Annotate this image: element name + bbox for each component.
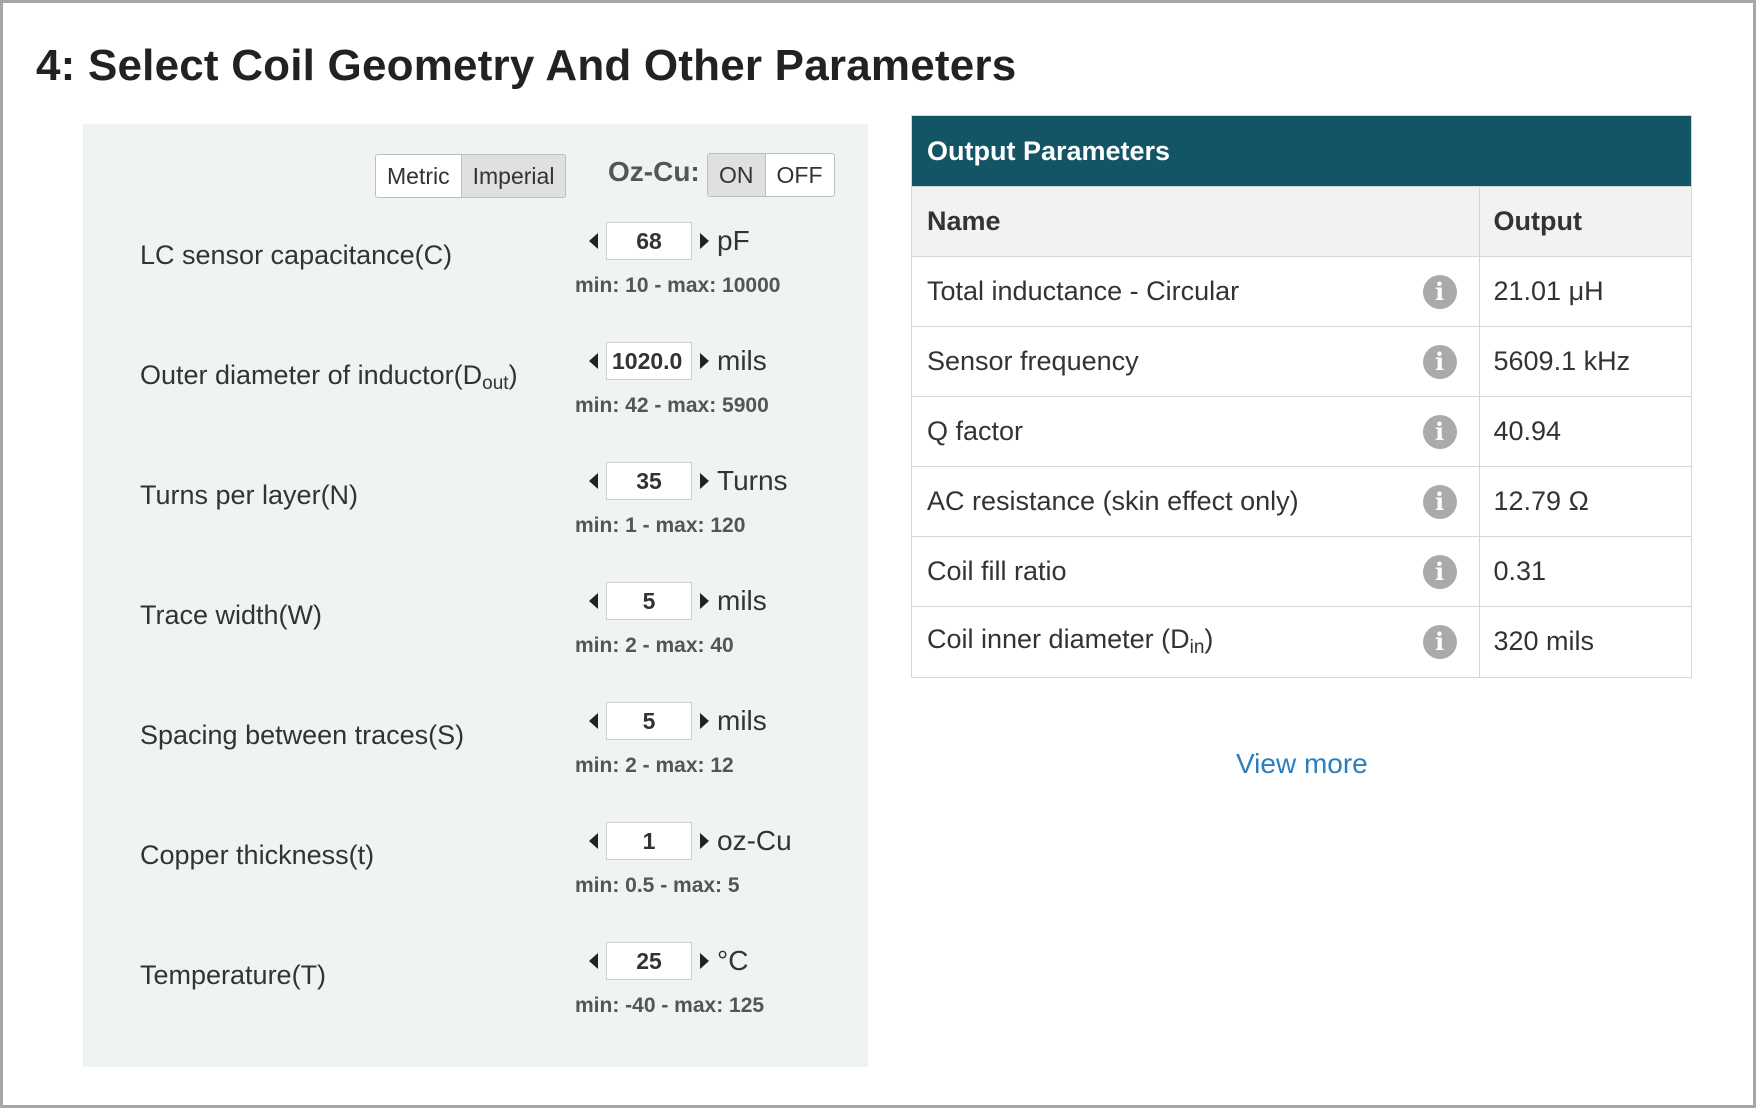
info-icon[interactable]: i (1423, 485, 1457, 519)
spacing-input[interactable]: 5 (606, 702, 692, 740)
param-label: Copper thickness(t) (140, 840, 375, 870)
increment-arrow-icon[interactable] (700, 473, 709, 489)
param-row-spacing (83, 702, 868, 822)
output-name-cell: Coil inner diameter $(D_{in})$ i (912, 607, 1479, 677)
increment-arrow-icon[interactable] (700, 713, 709, 729)
param-range: min: 42 - max: 5900 (575, 394, 769, 417)
output-name-cell: Coil fill ratio i (912, 537, 1479, 607)
decrement-arrow-icon[interactable] (589, 833, 598, 849)
info-icon[interactable]: i (1423, 555, 1457, 589)
turns-input[interactable]: 35 (606, 462, 692, 500)
output-panel-header: Output Parameters (912, 116, 1691, 186)
temperature-spinner (589, 942, 748, 980)
param-unit: mils (717, 705, 767, 736)
increment-arrow-icon[interactable] (700, 353, 709, 369)
output-value-cell: 12.79 Ω (1479, 467, 1691, 537)
temperature-input[interactable]: 25 (606, 942, 692, 980)
output-value-cell: 40.94 (1479, 397, 1691, 467)
oz-cu-on-button[interactable]: ON (708, 154, 766, 196)
table-row (912, 327, 1691, 397)
table-row (912, 397, 1691, 467)
param-label: LC sensor capacitance(C) (140, 240, 453, 270)
column-header-name: Name (912, 187, 1479, 257)
output-value-cell: 320 mils (1479, 607, 1691, 677)
table-row (912, 257, 1691, 327)
decrement-arrow-icon[interactable] (589, 953, 598, 969)
increment-arrow-icon[interactable] (700, 593, 709, 609)
unit-system-toggle (375, 154, 566, 198)
param-label: Spacing between traces(S) (140, 720, 465, 750)
decrement-arrow-icon[interactable] (589, 473, 598, 489)
turns-spinner (589, 462, 788, 500)
table-row (912, 467, 1691, 537)
page-title: 4: Select Coil Geometry And Other Parameters (36, 41, 1017, 90)
output-name-cell: Q factor i (912, 397, 1479, 467)
input-parameters-panel (83, 124, 868, 1067)
param-row-copper-thickness (83, 822, 868, 942)
copper-thickness-spinner (589, 822, 792, 860)
decrement-arrow-icon[interactable] (589, 713, 598, 729)
param-row-turns (83, 462, 868, 582)
oz-cu-toggle (707, 153, 835, 197)
capacitance-input[interactable]: 68 (606, 222, 692, 260)
decrement-arrow-icon[interactable] (589, 593, 598, 609)
outer-diameter-spinner (589, 342, 767, 380)
param-row-trace-width (83, 582, 868, 702)
output-value-cell: 0.31 (1479, 537, 1691, 607)
param-label: Turns per layer(N) (140, 480, 359, 510)
capacitance-spinner (589, 222, 750, 260)
param-label: Trace width(W) (140, 600, 323, 630)
param-unit: °C (717, 945, 749, 976)
info-icon[interactable]: i (1423, 625, 1457, 659)
output-value-cell: 21.01 μH (1479, 257, 1691, 327)
trace-width-spinner (589, 582, 767, 620)
param-unit: oz-Cu (717, 825, 792, 856)
table-header-row (912, 187, 1691, 257)
param-row-capacitance (83, 222, 868, 342)
param-unit: pF (717, 225, 750, 256)
output-parameters-panel (911, 115, 1692, 678)
param-range: min: -40 - max: 125 (575, 994, 765, 1017)
outer-diameter-input[interactable]: 1020.0 (606, 342, 692, 380)
param-unit: mils (717, 585, 767, 616)
param-unit: Turns (717, 465, 788, 496)
output-name-cell: Total inductance - Circular i (912, 257, 1479, 327)
column-header-output: Output (1479, 187, 1691, 257)
oz-cu-off-button[interactable]: OFF (776, 162, 823, 188)
table-row (912, 607, 1691, 677)
param-range: min: 10 - max: 10000 (575, 274, 781, 297)
decrement-arrow-icon[interactable] (589, 353, 598, 369)
output-value-cell: 5609.1 kHz (1479, 327, 1691, 397)
oz-cu-label: Oz-Cu: (608, 156, 700, 187)
output-name-cell: Sensor frequency i (912, 327, 1479, 397)
imperial-option-button[interactable]: Imperial (462, 155, 566, 197)
info-icon[interactable]: i (1423, 415, 1457, 449)
info-icon[interactable]: i (1423, 275, 1457, 309)
param-range: min: 2 - max: 12 (575, 754, 734, 777)
param-row-temperature (83, 942, 868, 1062)
param-label: Temperature(T) (140, 960, 327, 990)
increment-arrow-icon[interactable] (700, 233, 709, 249)
increment-arrow-icon[interactable] (700, 833, 709, 849)
decrement-arrow-icon[interactable] (589, 233, 598, 249)
trace-width-input[interactable]: 5 (606, 582, 692, 620)
param-range: min: 0.5 - max: 5 (575, 874, 740, 897)
view-more-link[interactable]: View more (1236, 748, 1368, 779)
metric-option-button[interactable]: Metric (376, 155, 462, 197)
output-name-cell: AC resistance (skin effect only) i (912, 467, 1479, 537)
output-table (912, 186, 1691, 677)
info-icon[interactable]: i (1423, 345, 1457, 379)
param-row-outer-diameter (83, 342, 868, 462)
spacing-spinner (589, 702, 767, 740)
param-range: min: 2 - max: 40 (575, 634, 734, 657)
param-range: min: 1 - max: 120 (575, 514, 746, 537)
param-label: Outer diameter of $inductor(D_{out})$ (140, 360, 518, 394)
increment-arrow-icon[interactable] (700, 953, 709, 969)
copper-thickness-input[interactable]: 1 (606, 822, 692, 860)
table-row (912, 537, 1691, 607)
param-unit: mils (717, 345, 767, 376)
